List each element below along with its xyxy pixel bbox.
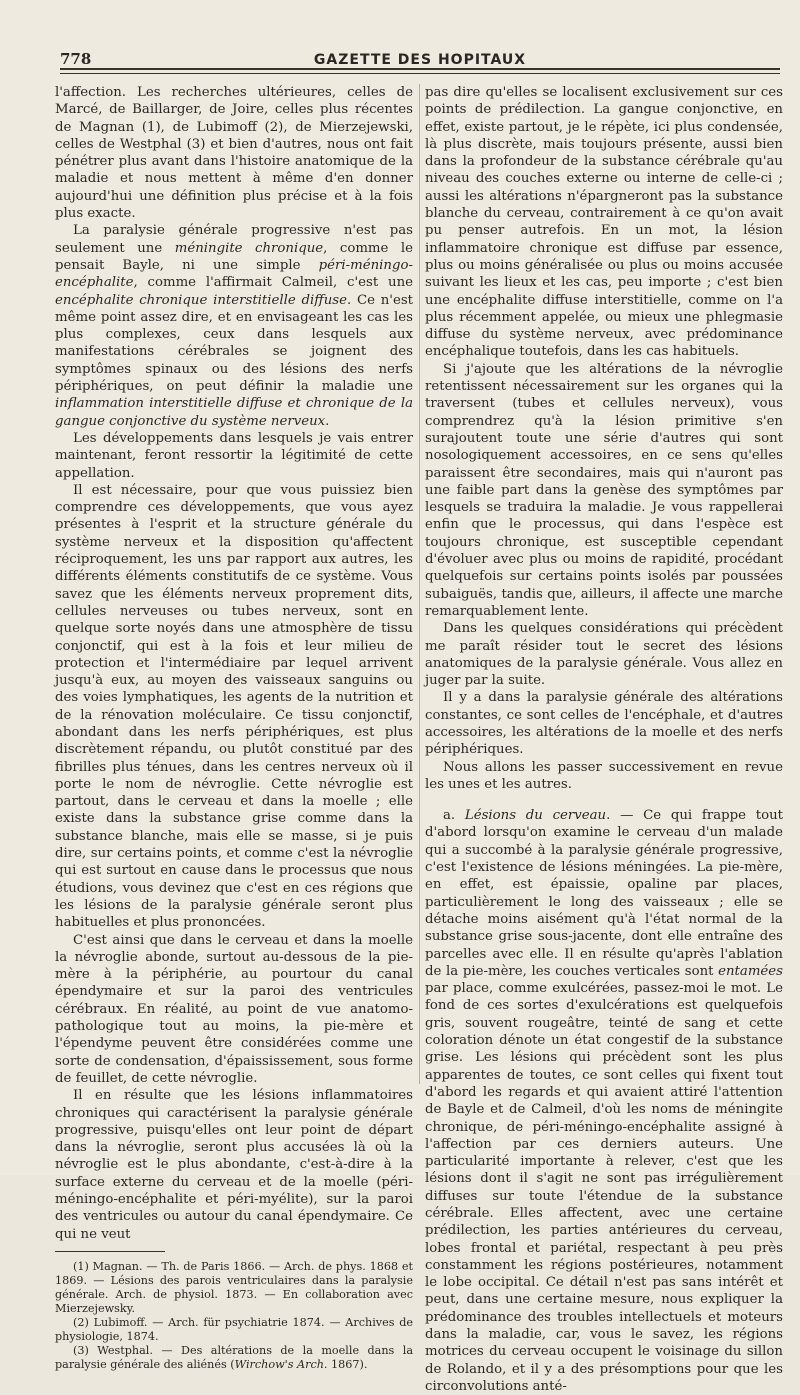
header-double-rule <box>60 73 780 74</box>
paragraph: Dans les quelques considérations qui précèdent me paraît résider tout le secret des lésions anatomiques de la paralysie générale. Vous allez en juger par la suite. <box>425 621 783 689</box>
left-column <box>55 84 413 1372</box>
right-column <box>425 84 783 1395</box>
paragraph: Il est nécessaire, pour que vous puissiez bien comprendre ces développements, que vous ayez présentes à l'esprit et la structure générale du système nerveux et la disposition qu'affectent réciproquement, les uns par rapport aux autres, les différents éléments constitutifs de ce système. Vous savez que les éléments nerveux proprement dits, cellules nerveuses ou tubes nerveux, sont en quelque sorte noyés dans une atmosphère de tissu conjonctif, qui est à la fois et leur milieu de protection et l'intermédiaire par lequel arrivent jusqu'à eux, au moyen des vaisseaux sanguins ou des voies lymphatiques, les agents de la nutrition et de la rénovation moléculaire. Ce tissu conjonctif, abondant dans les nerfs périphériques, est plus discrètement répandu, ou plutôt constitué par des fibrilles plus ténues, dans les centres nerveux où il porte le nom de névroglie. Cette névroglie est partout, dans le cerveau et dans la moelle ; elle existe dans la substance grise comme dans la substance blanche, mais elle se masse, si je puis dire, sur certains points, et comme c'est la névroglie qui est surtout en cause dans le processus que nous étudions, vous devinez que c'est en ces régions que les lésions de la paralysie générale seront plus habituelles et plus prononcées. <box>55 482 413 931</box>
section-title: Lésions du cerveau <box>464 808 607 824</box>
paragraph: Si j'ajoute que les altérations de la névroglie retentissent nécessairement sur les organes qui la traversent (tubes et cellules nerveux), vous comprendrez qu'à la lésion primitive s'en surajoutent toute une série d'autres qui sont nosologiquement accessoires, en ce sens qu'elles paraissent être secondaires, mais qui n'auront pas une faible part dans la genèse des symptômes par lesquels se traduira la maladie. Je vous rappellerai enfin que le processus, qui dans l'espèce est toujours chronique, est susceptible cependant d'évoluer avec plus ou moins de rapidité, procédant quelquefois sur certains points isolés par poussées subaiguës, tandis que, ailleurs, il affecte une marche remarquablement lente. <box>425 361 783 619</box>
paragraph: Il en résulte que les lésions inflammatoires chroniques qui caractérisent la paralysie générale progressive, puisqu'elles ont leur point de départ dans la névroglie, seront plus accusées là où la névroglie est le plus abondante, c'est-à-dire à la surface externe du cerveau et de la moelle (péri-méningo-encéphalite et péri-myélite), sur la paroi des ventricules ou autour du canal épendymaire. Ce qui ne veut <box>55 1088 413 1242</box>
footnotes <box>55 1260 413 1372</box>
page-number: 778 <box>60 50 92 68</box>
page-header <box>60 42 780 70</box>
paragraph: Il y a dans la paralysie générale des altérations constantes, ce sont celles de l'encéphale, et d'autres accessoires, les altérations de la moelle et des nerfs périphériques. <box>425 690 783 758</box>
footnote-rule <box>55 1251 165 1252</box>
paragraph: Les développements dans lesquels je vais entrer maintenant, feront ressortir la légitimité de cette appellation. <box>55 430 413 481</box>
footnote-2: (2) Lubimoff. — Arch. für psychiatrie 1874. — Archives de physiologie, 1874. <box>55 1315 413 1343</box>
paragraph: C'est ainsi que dans le cerveau et dans la moelle la névroglie abonde, surtout au-dessous de la pie-mère à la périphérie, au pourtour du canal épendymaire et sur la paroi des ventricules cérébraux. En réalité, au point de vue anatomo-pathologique tout au moins, la pie-mère et l'épendyme peuvent être considérées comme une sorte de condensation, d'épaississement, sous forme de feuillet, de cette névroglie. <box>55 932 413 1086</box>
paragraph: pas dire qu'elles se localisent exclusivement sur ces points de prédilection. La gangue conjonctive, en effet, existe partout, je le répète, ici plus condensée, là plus discrète, mais toujours présente, aussi bien dans la profondeur de la substance cérébrale qu'au niveau des couches externe ou interne de celle-ci ; aussi les altérations n'épargneront pas la substance blanche du cerveau, contrairement à ce qu'on avait pu penser autrefois. En un mot, la lésion inflammatoire chronique est diffuse par essence, plus ou moins généralisée ou plus ou moins accusée suivant les lieux et les cas, peu importe ; c'est bien une encéphalite diffuse interstitielle, comme on l'a plus récemment appelée, ou mieux une phlegmasie diffuse du système nerveux, avec prédominance encéphalique toutefois, dans les cas habituels. <box>425 85 783 360</box>
paragraph: l'affection. Les recherches ultérieures, celles de Marcé, de Baillarger, de Joire, celles plus récentes de Magnan (1), de Lubimoff (2), de Mierzejewski, celles de Westphal (3) et bien d'autres, nous ont fait pénétrer plus avant dans l'histoire anatomique de la maladie et nous mettent à même d'en donner aujourd'hui une définition plus précise et à la fois plus exacte. <box>55 85 413 222</box>
journal-title: GAZETTE DES HOPITAUX <box>313 52 527 68</box>
footnote-3: (3) Westphal. — Des altérations de la moelle dans la paralysie générale des aliénés (Wirchow's Arch. 1867). <box>55 1343 413 1371</box>
paragraph: Nous allons les passer successivement en revue les unes et les autres. <box>425 759 783 792</box>
paragraph: La paralysie générale progressive n'est pas seulement une méningite chronique, comme le pensait Bayle, ni une simple péri-méningo-encéphalite, comme l'affirmait Calmeil, c'est une encéphalite chronique interstitielle diffuse. Ce n'est même point assez dire, et en envisageant les cas les plus complexes, ceux dans lesquels aux manifestations cérébrales se joignent des symptômes spinaux ou des lésions des nerfs périphériques, on peut définir la maladie une inflammation interstitielle diffuse et chronique de la gangue conjonctive du système nerveux. <box>55 223 414 429</box>
section-label: a. <box>443 808 465 824</box>
section-paragraph: a. Lésions du cerveau. — Ce qui frappe tout d'abord lorsqu'on examine le cerveau d'un malade qui a succombé à la paralysie générale progressive, c'est l'existence de lésions méningées. La pie-mère, en effet, est épaissie, opaline par places, particulièrement le long des vaisseaux ; elle se détache moins aisément qu'à l'état normal de la substance grise sous-jacente, dont elle entraîne des parcelles avec elle. Il en résulte qu'après l'ablation de la pie-mère, les couches verticales sont entamées par place, comme exulcérées, passez-moi le mot. Le fond de ces sortes d'exulcérations est quelquefois gris, souvent rougeâtre, teinté de sang et cette coloration dénote un état congestif de la substance grise. Les lésions qui précèdent sont les plus apparentes de toutes, ce sont celles qui fixent tout d'abord les regards et qui avaient attiré l'attention de Bayle et de Calmeil, d'où les noms de méningite chronique, de péri-méningo-encéphalite assigné à l'affection par ces derniers auteurs. Une particularité importante à relever, c'est que les lésions dont il s'agit ne sont pas irrégulièrement diffuses sur toute l'étendue de la substance cérébrale. Elles affectent, avec une certaine prédilection, les parties antérieures du cerveau, lobes frontal et pariétal, respectant à peu près constamment les régions postérieures, notamment le lobe occipital. Ce détail n'est pas sans intérêt et peut, dans une certaine mesure, nous expliquer la prédominance des troubles intellectuels et moteurs dans la maladie, car, vous le savez, les régions motrices du cerveau occupent le voisinage du sillon de Rolando, et il y a des présomptions pour que les circonvolutions anté- <box>425 808 783 1394</box>
column-divider <box>419 84 420 1084</box>
footnote-1: (1) Magnan. — Th. de Paris 1866. — Arch. de phys. 1868 et 1869. — Lésions des parois ventriculaires dans la paralysie générale. Arch. de physiol. 1873. — En collaboration avec Mierzejewsky. <box>55 1259 413 1315</box>
